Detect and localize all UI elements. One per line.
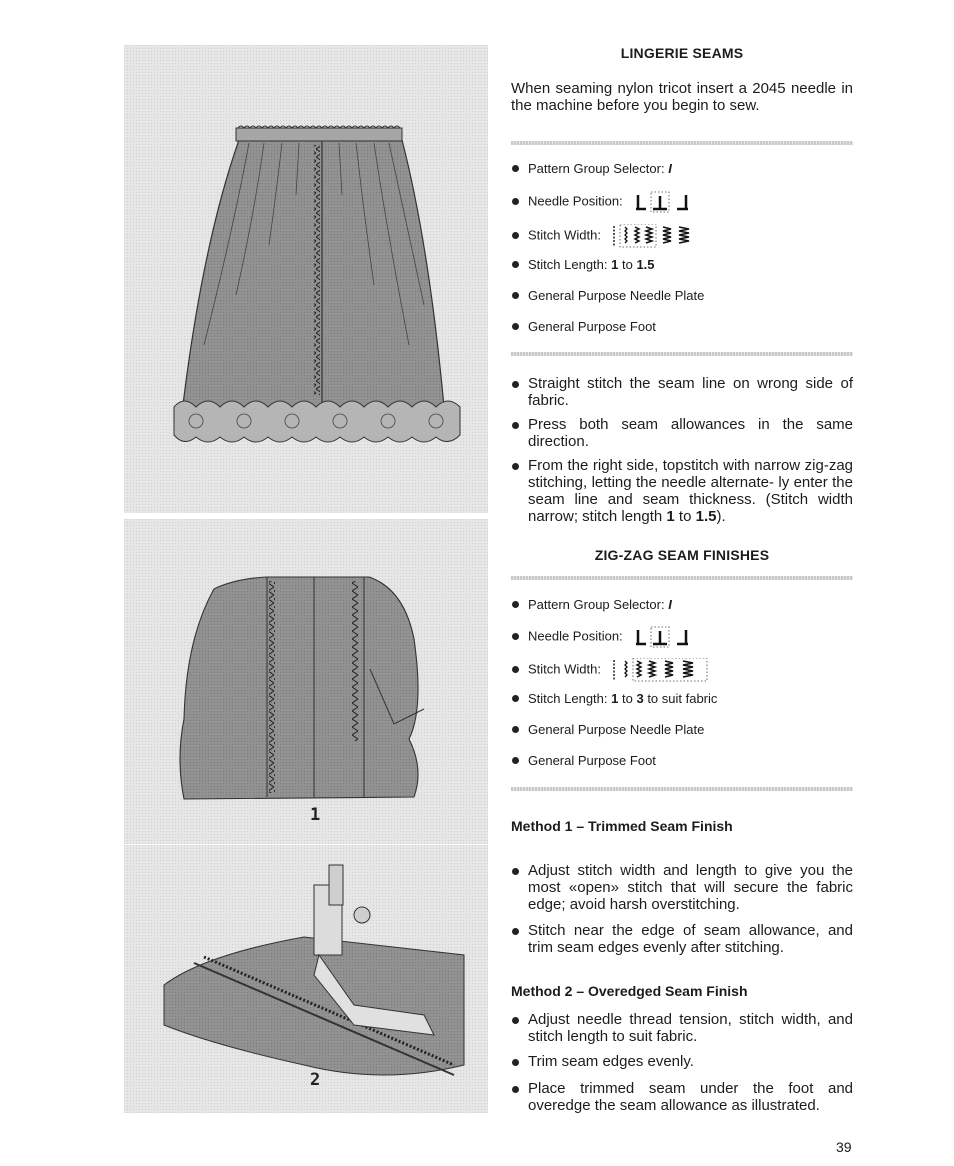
bullet	[512, 601, 519, 608]
method-2-step-1: Adjust needle thread tension, stitch width, and stitch length to suit fabric.	[511, 1011, 853, 1045]
bullet	[512, 695, 519, 702]
zigzag-heading: ZIG-ZAG SEAM FINISHES	[594, 547, 770, 563]
needle-position-icon	[632, 626, 702, 648]
divider	[511, 576, 853, 580]
bullet	[512, 757, 519, 764]
bullet	[512, 261, 519, 268]
bullet	[512, 1086, 519, 1093]
figure-2-panel	[124, 845, 488, 1113]
setting-needle-position: Needle Position:	[511, 191, 702, 209]
zz-setting-needle-position: Needle Position:	[511, 626, 702, 644]
lingerie-seams-heading: LINGERIE SEAMS	[620, 45, 744, 61]
bullet	[512, 323, 519, 330]
lingerie-step-3: From the right side, topstitch with narrow zig-zag stitching, letting the needle alternate- ly enter the seam line and seam thickness. (Stitch width narrow; stitch length 1 to 1.5).	[511, 457, 853, 525]
zz-setting-foot: General Purpose Foot	[511, 752, 656, 770]
bullet	[512, 633, 519, 640]
bullet	[512, 198, 519, 205]
needle-position-icon	[632, 191, 702, 213]
method-2-step-2: Trim seam edges evenly.	[511, 1053, 853, 1070]
divider	[511, 141, 853, 145]
skirt-illustration	[124, 45, 488, 513]
figure-1-panel	[124, 519, 488, 844]
zz-setting-needle-plate: General Purpose Needle Plate	[511, 721, 704, 739]
bullet	[512, 422, 519, 429]
bullet	[512, 292, 519, 299]
bullet	[512, 726, 519, 733]
pattern-group-value: I	[668, 161, 672, 176]
method-1-heading: Method 1 – Trimmed Seam Finish	[511, 818, 733, 834]
divider	[511, 352, 853, 356]
zz-setting-stitch-length: Stitch Length: 1 to 3 to suit fabric	[511, 690, 717, 708]
lingerie-step-1: Straight stitch the seam line on wrong side of fabric.	[511, 375, 853, 409]
method-2-heading: Method 2 – Overedged Seam Finish	[511, 983, 748, 999]
bullet	[512, 165, 519, 172]
stitch-width-icon	[611, 224, 711, 248]
method-1-step-2: Stitch near the edge of seam allowance, and trim seam edges evenly after stitching.	[511, 922, 853, 956]
method-2-step-3: Place trimmed seam under the foot and overedge the seam allowance as illustrated.	[511, 1080, 853, 1114]
zz-setting-stitch-width: Stitch Width:	[511, 658, 711, 676]
bullet	[512, 381, 519, 388]
figure-2-number: 2	[310, 1070, 321, 1090]
lingerie-step-2: Press both seam allowances in the same direction.	[511, 416, 853, 450]
bullet	[512, 232, 519, 239]
setting-stitch-width: Stitch Width:	[511, 224, 711, 242]
method-1-step-1: Adjust stitch width and length to give you the most «open» stitch that will secure the fabric edge; avoid harsh overstitching.	[511, 862, 853, 913]
pattern-group-value: I	[668, 597, 672, 612]
page-number: 39	[836, 1139, 852, 1155]
bullet	[512, 1017, 519, 1024]
setting-foot: General Purpose Foot	[511, 318, 656, 336]
bullet	[512, 463, 519, 470]
figure-1-number: 1	[310, 805, 321, 825]
illustration-column	[124, 45, 488, 1113]
setting-stitch-length: Stitch Length: 1 to 1.5	[511, 256, 655, 274]
bullet	[512, 928, 519, 935]
zz-setting-pattern-group: Pattern Group Selector: I	[511, 596, 672, 614]
lingerie-intro: When seaming nylon tricot insert a 2045 needle in the machine before you begin to sew.	[511, 80, 853, 114]
bullet	[512, 1059, 519, 1066]
setting-needle-plate: General Purpose Needle Plate	[511, 287, 704, 305]
setting-pattern-group: Pattern Group Selector: I	[511, 160, 672, 178]
stitch-width-icon	[611, 658, 711, 682]
bullet	[512, 666, 519, 673]
divider	[511, 787, 853, 791]
bullet	[512, 868, 519, 875]
